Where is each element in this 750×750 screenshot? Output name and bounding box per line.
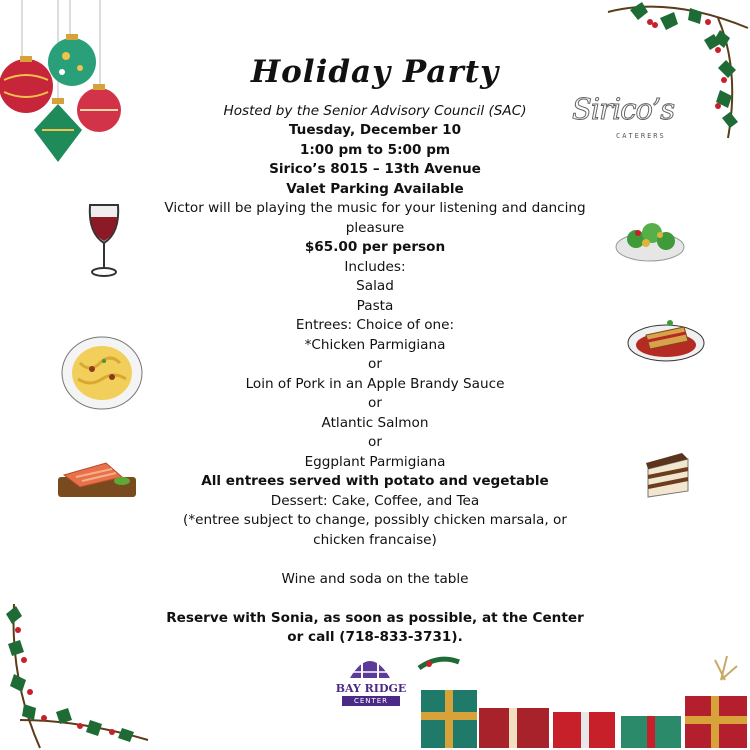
music-text-line2: pleasure	[345, 220, 405, 236]
price: $65.00 per person	[304, 239, 446, 255]
bridge-icon	[348, 650, 392, 680]
parking-note: Valet Parking Available	[286, 181, 464, 197]
event-date: Tuesday, December 10	[288, 122, 462, 138]
event-time: 1:00 pm to 5:00 pm	[299, 142, 451, 158]
brc-logo-bottom: CENTER	[342, 696, 400, 706]
menu-salad: Salad	[356, 278, 394, 294]
menu-or-1: or	[368, 356, 382, 372]
music-text-line1: Victor will be playing the music for your listening and dancing	[164, 200, 586, 216]
menu-entree-1: *Chicken Parmigiana	[304, 337, 446, 353]
menu-entree-4: Eggplant Parmigiana	[304, 454, 446, 470]
brc-logo-top: BAY RIDGE	[335, 682, 407, 695]
menu-includes: Includes:	[344, 259, 406, 275]
reserve-line1: Reserve with Sonia, as soon as possible, at the Center	[166, 610, 584, 626]
menu-or-2: or	[368, 395, 382, 411]
menu-note-line2: chicken francaise)	[313, 532, 437, 548]
page-title: Holiday Party	[250, 54, 500, 90]
event-venue: Sirico’s 8015 – 13th Avenue	[269, 161, 481, 177]
menu-entree-2: Loin of Pork in an Apple Brandy Sauce	[245, 376, 505, 392]
drinks-note: Wine and soda on the table	[281, 571, 469, 587]
subtitle: Hosted by the Senior Advisory Council (SAC)	[223, 103, 527, 119]
menu-or-3: or	[368, 434, 382, 450]
menu-entrees-heading: Entrees: Choice of one:	[295, 317, 455, 333]
menu-dessert: Dessert: Cake, Coffee, and Tea	[270, 493, 480, 509]
gift-boxes-illustration	[415, 650, 750, 750]
sirico-logo-script: Sirico’s	[572, 92, 675, 126]
menu-entree-3: Atlantic Salmon	[321, 415, 429, 431]
menu-note-line1: (*entree subject to change, possibly chicken marsala, or	[183, 512, 567, 528]
sirico-logo-subtitle: CATERERS	[616, 132, 666, 140]
menu-served-with: All entrees served with potato and vegetable	[201, 473, 549, 489]
bay-ridge-center-logo	[330, 650, 412, 712]
reserve-line2: or call (718-833-3731).	[287, 629, 463, 645]
menu-pasta: Pasta	[356, 298, 394, 314]
